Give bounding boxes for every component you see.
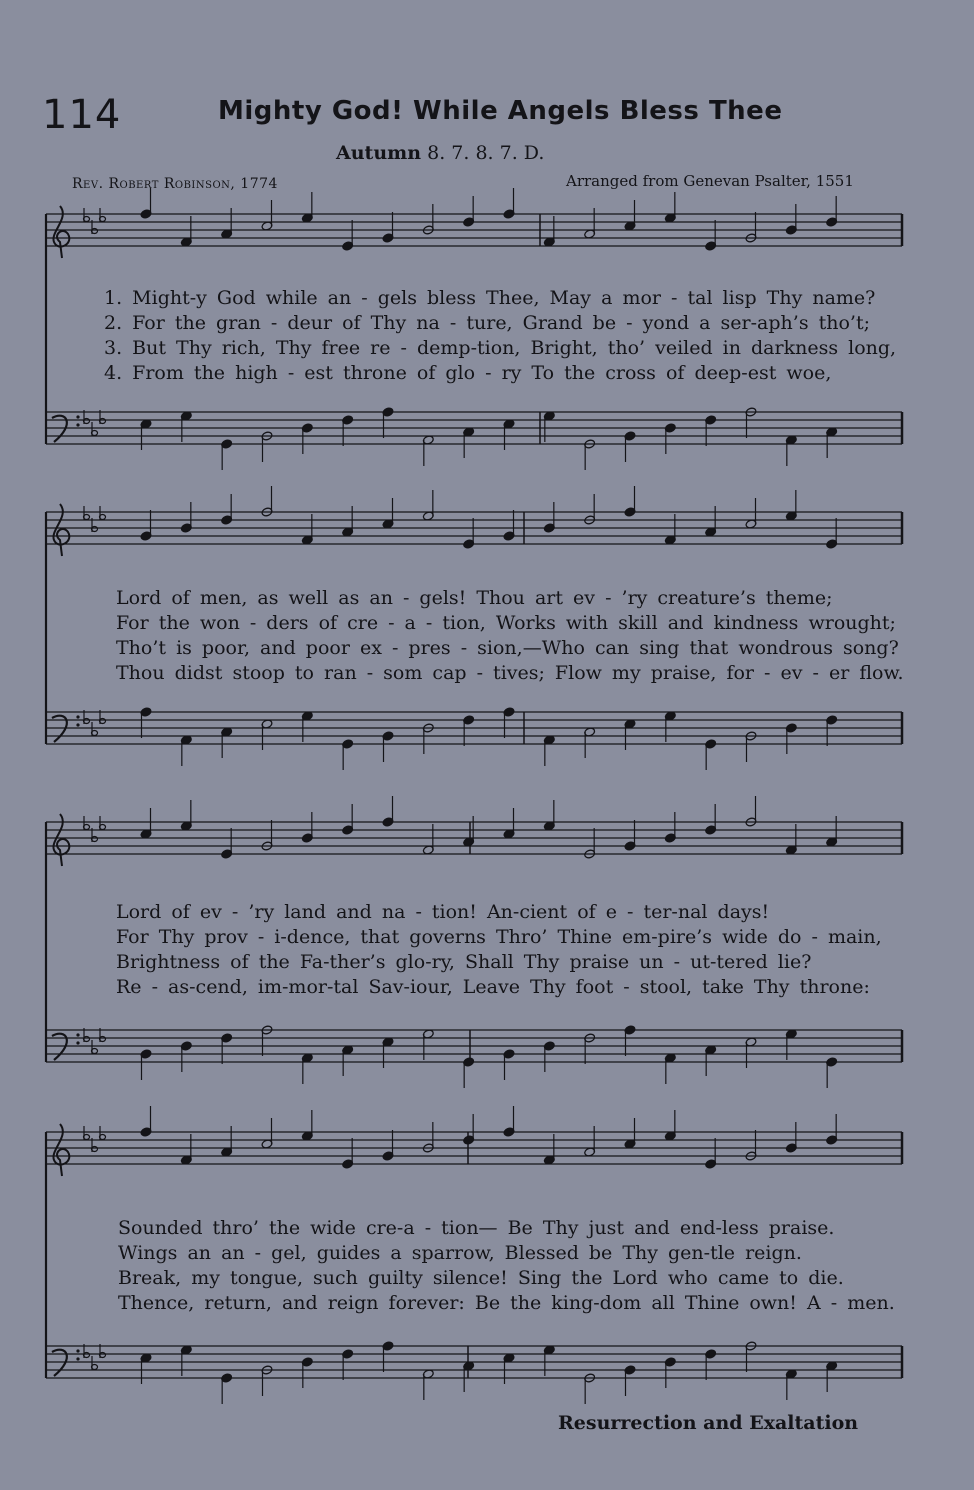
- bass-clef-dot: [76, 1033, 79, 1036]
- bass-clef-dot: [76, 1357, 79, 1360]
- lyric-line: 3. But Thy rich, Thy free re - demp-tion, Bright, tho’ veiled in darkness long,: [104, 337, 897, 359]
- hymn-number: 114: [42, 92, 122, 138]
- lyric-line: For Thy prov - i-dence, that governs Thro’ Thine em-pire’s wide do - main,: [116, 926, 882, 948]
- lyric-line: Thou didst stoop to ran - som cap - tives; Flow my praise, for - ev - er flow.: [116, 662, 904, 684]
- lyrics-system-4: [118, 1216, 895, 1316]
- lyrics-system-1: [104, 286, 896, 386]
- lyric-line: 4. From the high - est throne of glo - ry To the cross of deep-est woe,: [104, 362, 832, 384]
- meter: 8. 7. 8. 7. D.: [427, 142, 545, 164]
- bass-clef-dot: [76, 423, 79, 426]
- lyric-line: 2. For the gran - deur of Thy na - ture, Grand be - yond a ser-aph’s tho’t;: [104, 312, 870, 334]
- bass-clef-dot: [76, 415, 79, 418]
- lyric-line: Lord of men, as well as an - gels! Thou art ev - ’ry creature’s theme;: [116, 587, 833, 609]
- lyric-line: Brightness of the Fa-ther’s glo-ry, Shall Thy praise un - ut-tered lie?: [116, 951, 812, 973]
- lyrics-system-3: [116, 900, 882, 1000]
- hymn-title: Mighty God! While Angels Bless Thee: [218, 96, 783, 126]
- lyric-line: For the won - ders of cre - a - tion, Works with skill and kindness wrought;: [116, 612, 896, 634]
- lyric-line: Tho’t is poor, and poor ex - pres - sion,—Who can sing that wondrous song?: [116, 637, 899, 659]
- lyrics-system-2: [116, 586, 904, 686]
- tune-name: Autumn: [336, 142, 422, 164]
- lyric-line: Re - as-cend, im-mor-tal Sav-iour, Leave Thy foot - stool, take Thy throne:: [116, 976, 870, 998]
- lyric-line: 1. Might-y God while an - gels bless Thee, May a mor - tal lisp Thy name?: [104, 287, 876, 309]
- bass-clef-dot: [76, 1041, 79, 1044]
- bass-clef-dot: [76, 723, 79, 726]
- bass-clef-dot: [76, 1349, 79, 1352]
- lyric-line: Sounded thro’ the wide cre-a - tion— Be Thy just and end-less praise.: [118, 1217, 835, 1239]
- arranger-credit: Arranged from Genevan Psalter, 1551: [566, 172, 854, 190]
- lyric-line: Wings an an - gel, guides a sparrow, Blessed be Thy gen-tle reign.: [118, 1242, 802, 1264]
- section-label: Resurrection and Exaltation: [558, 1412, 859, 1434]
- lyric-line: Lord of ev - ’ry land and na - tion! An-cient of e - ter-nal days!: [116, 901, 770, 923]
- author-name: Rev. Robert Robinson, 1774: [72, 176, 278, 192]
- lyric-line: Break, my tongue, such guilty silence! Sing the Lord who came to die.: [118, 1267, 844, 1289]
- lyric-line: Thence, return, and reign forever: Be the king-dom all Thine own! A - men.: [118, 1292, 895, 1314]
- bass-clef-dot: [76, 715, 79, 718]
